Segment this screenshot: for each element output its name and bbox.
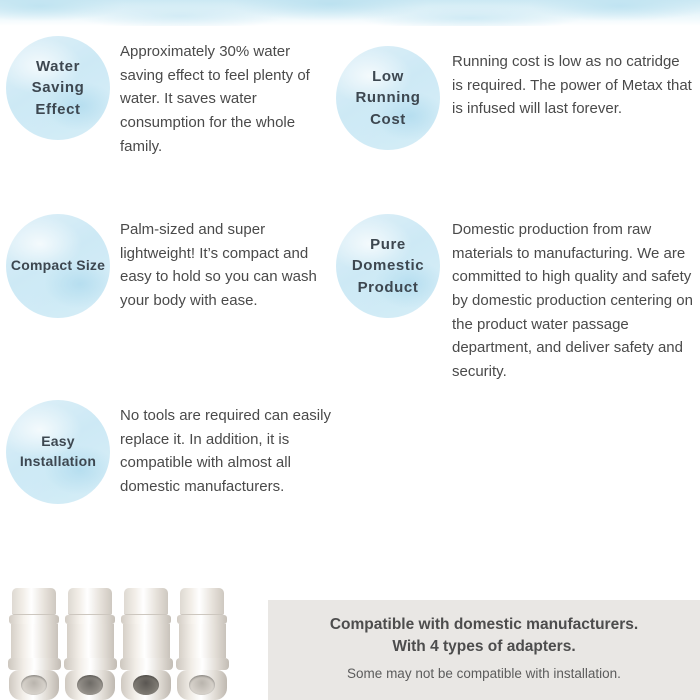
- feature-water-saving-effect: [6, 36, 336, 158]
- adapter-item: [120, 588, 172, 700]
- adapter-mouth: [9, 670, 59, 700]
- feature-compact-size: [6, 214, 336, 318]
- feature-easy-installation: [6, 400, 336, 504]
- adapter-collar: [64, 658, 117, 670]
- adapter-body: [123, 624, 170, 658]
- badge-label: Low Running Cost: [355, 68, 421, 128]
- compatibility-title-line1: Compatible with domestic manufacturers.: [329, 616, 639, 633]
- badge-label: Pure Domestic Product: [351, 236, 425, 296]
- watercolor-top-band: [0, 0, 700, 26]
- compatibility-subtitle: Some may not be compatible with installation.: [347, 666, 621, 681]
- adapter-body: [179, 624, 226, 658]
- badge-pure-domestic-product: [336, 214, 440, 318]
- badge-water-saving-effect: [6, 36, 110, 140]
- feature-description: Domestic production from raw materials to manufacturing. We are committed to high quality and safety by domestic production centering on the product water passage department, and deliver safety and security.: [452, 221, 693, 381]
- badge-label: Easy Installation: [19, 433, 97, 469]
- adapter-item: [8, 588, 60, 700]
- adapter-opening: [133, 675, 159, 695]
- adapter-ring: [121, 615, 171, 624]
- feature-description: No tools are required can easily replace it. In addition, it is compatible with almost all domestic manufacturers.: [120, 407, 331, 496]
- badge-label: Compact Size: [10, 257, 106, 274]
- adapter-collar: [8, 658, 61, 670]
- adapter-ring: [9, 615, 59, 624]
- adapter-cap: [68, 588, 112, 615]
- adapter-photo-group: [8, 578, 268, 700]
- compatibility-banner: [268, 600, 700, 700]
- adapter-mouth: [177, 670, 227, 700]
- compatibility-title-line2: With 4 types of adapters.: [392, 638, 576, 655]
- badge-compact-size: [6, 214, 110, 318]
- adapter-cap: [124, 588, 168, 615]
- badge-low-running-cost: [336, 46, 440, 150]
- compatibility-section: [0, 578, 700, 700]
- badge-label: Water Saving Effect: [31, 58, 85, 118]
- adapter-collar: [176, 658, 229, 670]
- feature-description: Palm-sized and super lightweight! It’s compact and easy to hold so you can wash your body with ease.: [120, 221, 317, 310]
- adapter-body: [11, 624, 58, 658]
- adapter-ring: [177, 615, 227, 624]
- adapter-mouth: [65, 670, 115, 700]
- feature-low-running-cost: [336, 46, 696, 150]
- feature-description: Approximately 30% water saving effect to feel plenty of water. It saves water consumption for the whole family.: [120, 43, 310, 155]
- feature-description: Running cost is low as no catridge is required. The power of Metax that is infused will last forever.: [452, 53, 692, 118]
- adapter-ring: [65, 615, 115, 624]
- adapter-item: [64, 588, 116, 700]
- feature-pure-domestic-product: [336, 214, 698, 384]
- adapter-mouth: [121, 670, 171, 700]
- badge-easy-installation: [6, 400, 110, 504]
- adapter-opening: [189, 675, 215, 695]
- adapter-cap: [180, 588, 224, 615]
- adapter-collar: [120, 658, 173, 670]
- adapter-item: [176, 588, 228, 700]
- adapter-opening: [77, 675, 103, 695]
- adapter-opening: [21, 675, 47, 695]
- adapter-body: [67, 624, 114, 658]
- adapter-cap: [12, 588, 56, 615]
